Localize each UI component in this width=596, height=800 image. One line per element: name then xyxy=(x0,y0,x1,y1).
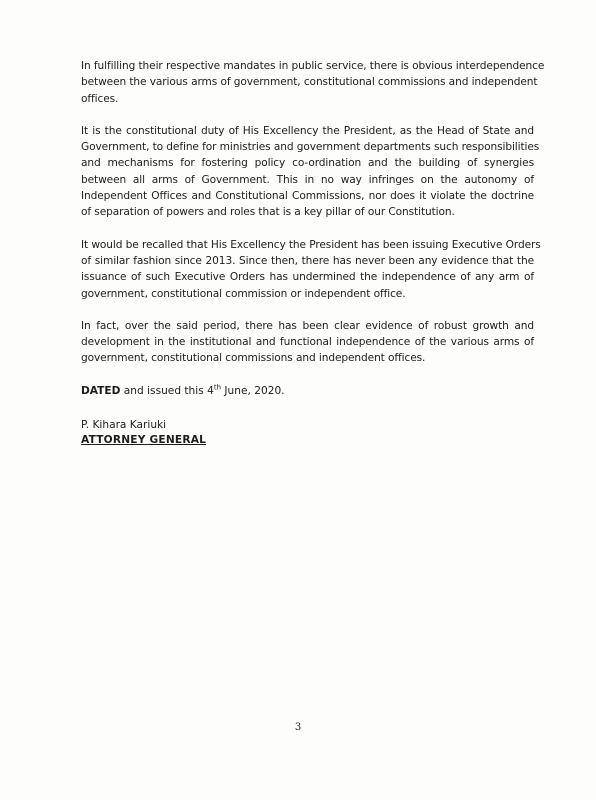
paragraph-line: between all arms of Government. This in no way infringes on the autonomy of xyxy=(81,173,534,186)
paragraph-line: In fulfilling their respective mandates in public service, there is obvious interdependence xyxy=(81,60,545,72)
paragraph-line: Government, to define for ministries and government departments such responsibilities xyxy=(81,141,540,154)
paragraph-line: between the various arms of government, constitutional commissions and independent xyxy=(81,76,538,89)
dated-text: and issued this 4 xyxy=(120,384,214,397)
paragraph-line: development in the institutional and functional independence of the various arms of xyxy=(81,336,534,349)
paragraph-growth-evidence xyxy=(81,318,534,367)
paragraph-line: government, constitutional commission or independent office. xyxy=(81,287,406,300)
paragraph-line: It is the constitutional duty of His Excellency the President, as the Head of State and xyxy=(81,124,534,137)
dated-line xyxy=(81,383,534,399)
paragraph-executive-orders xyxy=(81,237,541,302)
paragraph-constitutional-duty xyxy=(81,123,540,221)
signer-name: P. Kihara Kariuki xyxy=(81,418,167,431)
signer-title: ATTORNEY GENERAL xyxy=(81,433,207,446)
paragraph-line: of similar fashion since 2013. Since then, there has never been any evidence that the xyxy=(81,254,534,267)
dated-ordinal-suffix: th xyxy=(213,383,222,392)
paragraph-line: Independent Offices and Constitutional Commissions, nor does it violate the doctrine xyxy=(81,190,534,203)
paragraph-line: and mechanisms for fostering policy co-ordination and the building of synergies xyxy=(81,157,534,170)
dated-label: DATED xyxy=(81,384,121,397)
document-body xyxy=(81,58,545,448)
paragraph-interdependence xyxy=(81,58,545,107)
signature-block xyxy=(81,418,534,448)
paragraph-line: government, constitutional commissions and independent offices. xyxy=(81,352,426,365)
paragraph-line: It would be recalled that His Excellency the President has been issuing Executive Orders xyxy=(81,238,541,251)
paragraph-line: of separation of powers and roles that is a key pillar of our Constitution. xyxy=(81,206,455,219)
paragraph-line: issuance of such Executive Orders has undermined the independence of any arm of xyxy=(81,271,534,284)
dated-text-end: June, 2020. xyxy=(221,384,285,397)
paragraph-line: offices. xyxy=(81,92,119,105)
page-number: 3 xyxy=(294,722,302,733)
paragraph-line: In fact, over the said period, there has been clear evidence of robust growth and xyxy=(81,319,534,332)
